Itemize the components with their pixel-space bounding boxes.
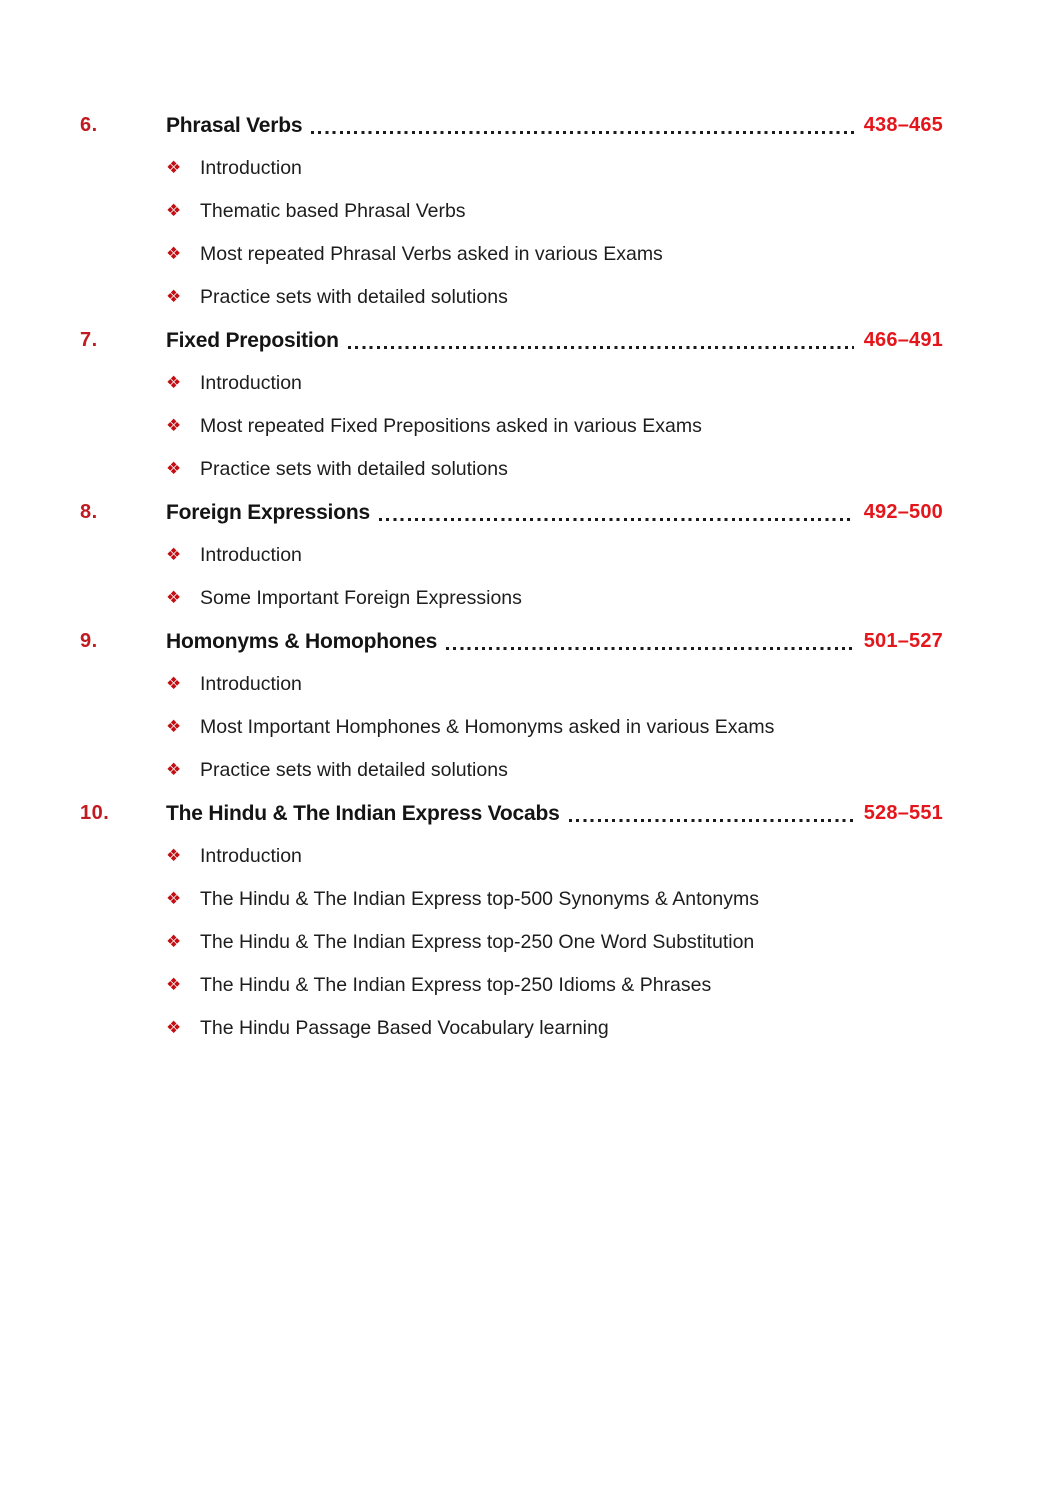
- sub-item-label: Most repeated Fixed Prepositions asked in various Exams: [200, 415, 702, 437]
- sub-item-label: Introduction: [200, 157, 302, 179]
- chapter-number: 6.: [80, 114, 98, 136]
- toc-sub-item: [80, 964, 943, 1007]
- sub-item-label: Most repeated Phrasal Verbs asked in various Exams: [200, 243, 663, 265]
- chapter-number: 7.: [80, 329, 98, 351]
- sub-item-label: Practice sets with detailed solutions: [200, 759, 508, 781]
- toc-sub-item: [80, 405, 943, 448]
- diamond-bullet-icon: ❖: [166, 1018, 182, 1038]
- chapter-title: Phrasal Verbs: [166, 113, 303, 137]
- chapter-entry-7: [80, 319, 943, 362]
- toc-sub-item: [80, 233, 943, 276]
- chapter-number: 10.: [80, 802, 110, 824]
- chapter-page-range: 492–500: [863, 501, 943, 523]
- chapter-page-range: 438–465: [863, 114, 943, 136]
- diamond-bullet-icon: ❖: [166, 244, 182, 264]
- chapter-entry-9: [80, 620, 943, 663]
- sub-item-label: Introduction: [200, 372, 302, 394]
- toc-sub-item: [80, 276, 943, 319]
- diamond-bullet-icon: ❖: [166, 760, 182, 780]
- sub-item-label: Introduction: [200, 845, 302, 867]
- diamond-bullet-icon: ❖: [166, 975, 182, 995]
- chapter-title: The Hindu & The Indian Express Vocabs: [166, 801, 560, 825]
- diamond-bullet-icon: ❖: [166, 932, 182, 952]
- diamond-bullet-icon: ❖: [166, 459, 182, 479]
- diamond-bullet-icon: ❖: [166, 287, 182, 307]
- toc-sub-item: [80, 921, 943, 964]
- chapter-entry-8: [80, 491, 943, 534]
- diamond-bullet-icon: ❖: [166, 416, 182, 436]
- diamond-bullet-icon: ❖: [166, 158, 182, 178]
- sub-item-label: Thematic based Phrasal Verbs: [200, 200, 466, 222]
- dot-leader: [311, 131, 853, 134]
- toc-sub-item: [80, 147, 943, 190]
- sub-item-label: The Hindu & The Indian Express top-500 Synonyms & Antonyms: [200, 888, 759, 910]
- chapter-title: Foreign Expressions: [166, 500, 370, 524]
- toc-sub-item: [80, 706, 943, 749]
- dot-leader: [348, 346, 854, 349]
- chapter-page-range: 528–551: [863, 802, 943, 824]
- sub-item-label: Introduction: [200, 544, 302, 566]
- sub-item-label: Practice sets with detailed solutions: [200, 286, 508, 308]
- chapter-title: Fixed Preposition: [166, 328, 339, 352]
- sub-item-label: Introduction: [200, 673, 302, 695]
- diamond-bullet-icon: ❖: [166, 674, 182, 694]
- sub-item-label: Some Important Foreign Expressions: [200, 587, 522, 609]
- diamond-bullet-icon: ❖: [166, 846, 182, 866]
- table-of-contents: [80, 104, 943, 1050]
- sub-item-label: Practice sets with detailed solutions: [200, 458, 508, 480]
- toc-sub-item: [80, 577, 943, 620]
- sub-item-label: The Hindu Passage Based Vocabulary learning: [200, 1017, 609, 1039]
- dot-leader: [446, 647, 854, 650]
- dot-leader: [379, 518, 854, 521]
- toc-sub-item: [80, 1007, 943, 1050]
- chapter-page-range: 466–491: [863, 329, 943, 351]
- sub-item-label: The Hindu & The Indian Express top-250 Idioms & Phrases: [200, 974, 712, 996]
- chapter-entry-6: [80, 104, 943, 147]
- diamond-bullet-icon: ❖: [166, 588, 182, 608]
- sub-item-label: Most Important Homphones & Homonyms asked in various Exams: [200, 716, 775, 738]
- chapter-page-range: 501–527: [863, 630, 943, 652]
- chapter-number: 8.: [80, 501, 98, 523]
- diamond-bullet-icon: ❖: [166, 545, 182, 565]
- chapter-entry-10: [80, 792, 943, 835]
- chapter-number: 9.: [80, 630, 98, 652]
- diamond-bullet-icon: ❖: [166, 889, 182, 909]
- toc-sub-item: [80, 448, 943, 491]
- diamond-bullet-icon: ❖: [166, 373, 182, 393]
- toc-sub-item: [80, 534, 943, 577]
- sub-item-label: The Hindu & The Indian Express top-250 One Word Substitution: [200, 931, 755, 953]
- toc-sub-item: [80, 190, 943, 233]
- dot-leader: [569, 819, 854, 822]
- chapter-title: Homonyms & Homophones: [166, 629, 438, 653]
- toc-sub-item: [80, 663, 943, 706]
- diamond-bullet-icon: ❖: [166, 717, 182, 737]
- toc-sub-item: [80, 749, 943, 792]
- toc-sub-item: [80, 835, 943, 878]
- toc-sub-item: [80, 362, 943, 405]
- diamond-bullet-icon: ❖: [166, 201, 182, 221]
- toc-sub-item: [80, 878, 943, 921]
